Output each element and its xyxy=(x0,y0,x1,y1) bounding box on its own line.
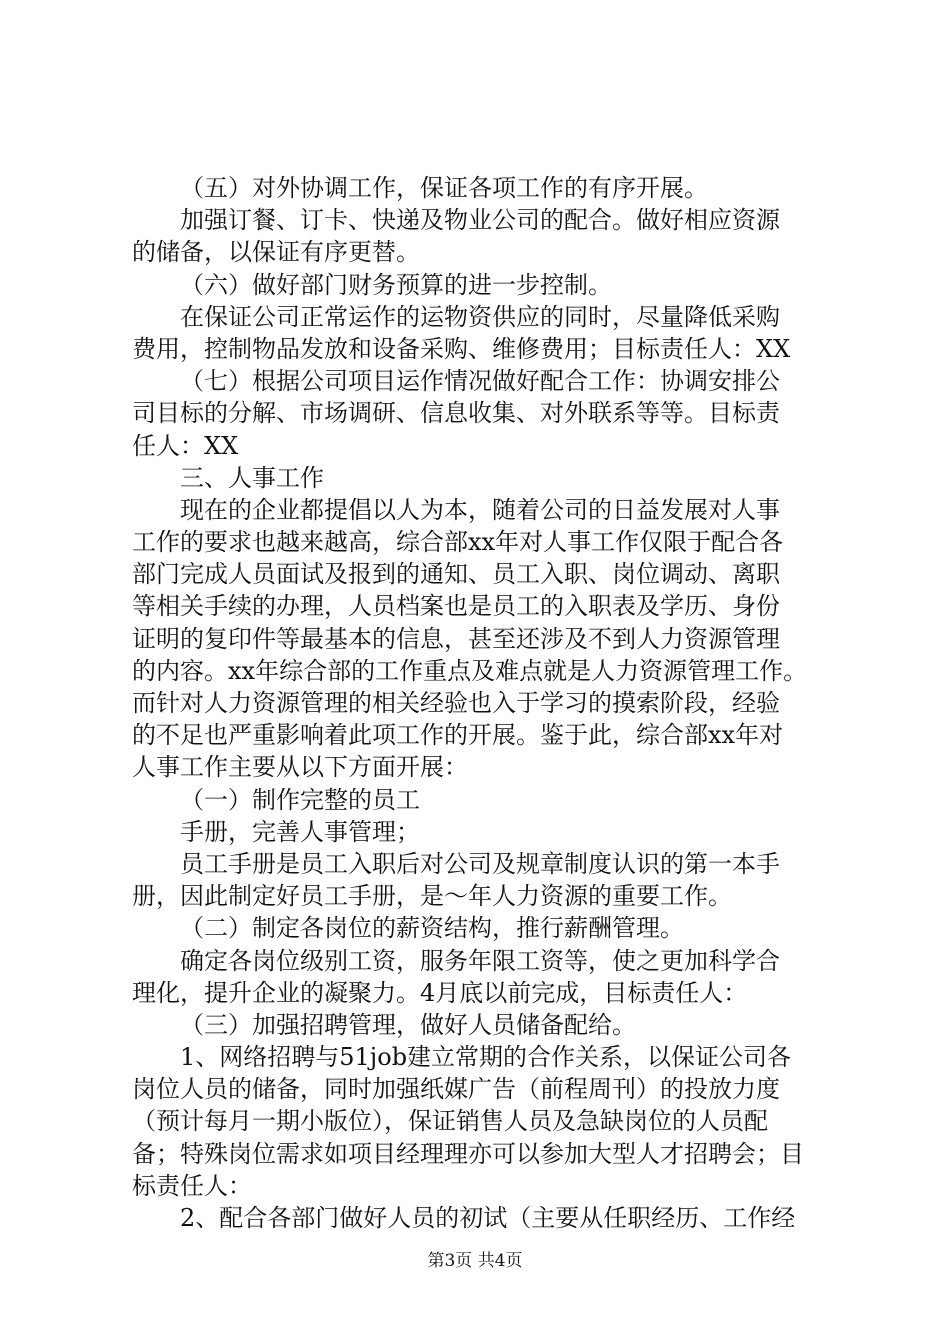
text-line: 的不足也严重影响着此项工作的开展。鉴于此，综合部xx年对 xyxy=(132,721,784,750)
text-line: （一）制作完整的员工 xyxy=(180,785,420,814)
text-line: 而针对人力资源管理的相关经验也入于学习的摸索阶段，经验 xyxy=(132,689,780,717)
document-body xyxy=(132,172,852,1234)
text-line: 手册，完善人事管理； xyxy=(180,817,420,846)
text-line: 现在的企业都提倡以人为本，随着公司的日益发展对人事 xyxy=(180,495,780,524)
text-line: 人事工作主要从以下方面开展： xyxy=(132,753,468,782)
text-line: 费用，控制物品发放和设备采购、维修费用；目标责任人：XX xyxy=(132,334,791,363)
text-line: 等相关手续的办理，人员档案也是员工的入职表及学历、身份 xyxy=(132,592,780,621)
text-line: （六）做好部门财务预算的进一步控制。 xyxy=(180,270,612,299)
text-line: 员工手册是员工入职后对公司及规章制度认识的第一本手 xyxy=(180,849,780,878)
text-line: （七）根据公司项目运作情况做好配合工作：协调安排公 xyxy=(180,367,780,396)
text-line: 岗位人员的储备，同时加强纸媒广告（前程周刊）的投放力度 xyxy=(132,1075,780,1104)
text-line: （预计每月一期小版位），保证销售人员及急缺岗位的人员配 xyxy=(132,1107,768,1136)
page-footer: 第3页 共4页 xyxy=(427,1251,523,1271)
text-line: 工作的要求也越来越高，综合部xx年对人事工作仅限于配合各 xyxy=(132,528,784,557)
text-line: 在保证公司正常运作的运物资供应的同时，尽量降低采购 xyxy=(180,302,780,331)
text-line: 备；特殊岗位需求如项目经理理亦可以参加大型人才招聘会；目 xyxy=(132,1139,804,1168)
text-line: 的储备，以保证有序更替。 xyxy=(132,238,420,267)
text-line: 任人：XX xyxy=(132,431,239,460)
text-line: （三）加强招聘管理，做好人员储备配给。 xyxy=(180,1010,636,1039)
text-line: 的内容。xx年综合部的工作重点及难点就是人力资源管理工作。 xyxy=(132,656,808,685)
text-line: （二）制定各岗位的薪资结构，推行薪酬管理。 xyxy=(180,914,684,943)
text-line: 证明的复印件等最基本的信息，甚至还涉及不到人力资源管理 xyxy=(132,624,780,653)
text-line: 部门完成人员面试及报到的通知、员工入职、岗位调动、离职 xyxy=(132,560,780,589)
text-line: 确定各岗位级别工资，服务年限工资等，使之更加科学合 xyxy=(180,946,780,975)
text-line: 理化，提升企业的凝聚力。4月底以前完成，目标责任人： xyxy=(132,978,748,1007)
text-line: 1、网络招聘与51job建立常期的合作关系，以保证公司各 xyxy=(180,1043,792,1072)
text-line: 司目标的分解、市场调研、信息收集、对外联系等等。目标责 xyxy=(132,399,780,428)
text-line: 册，因此制定好员工手册，是～年人力资源的重要工作。 xyxy=(132,882,732,911)
text-line: 2、配合各部门做好人员的初试（主要从任职经历、工作经 xyxy=(180,1204,796,1232)
text-line: 标责任人： xyxy=(132,1171,252,1200)
text-line: 三、人事工作 xyxy=(180,463,324,492)
text-line: 加强订餐、订卡、快递及物业公司的配合。做好相应资源 xyxy=(180,206,780,235)
text-line: （五）对外协调工作，保证各项工作的有序开展。 xyxy=(180,174,708,202)
